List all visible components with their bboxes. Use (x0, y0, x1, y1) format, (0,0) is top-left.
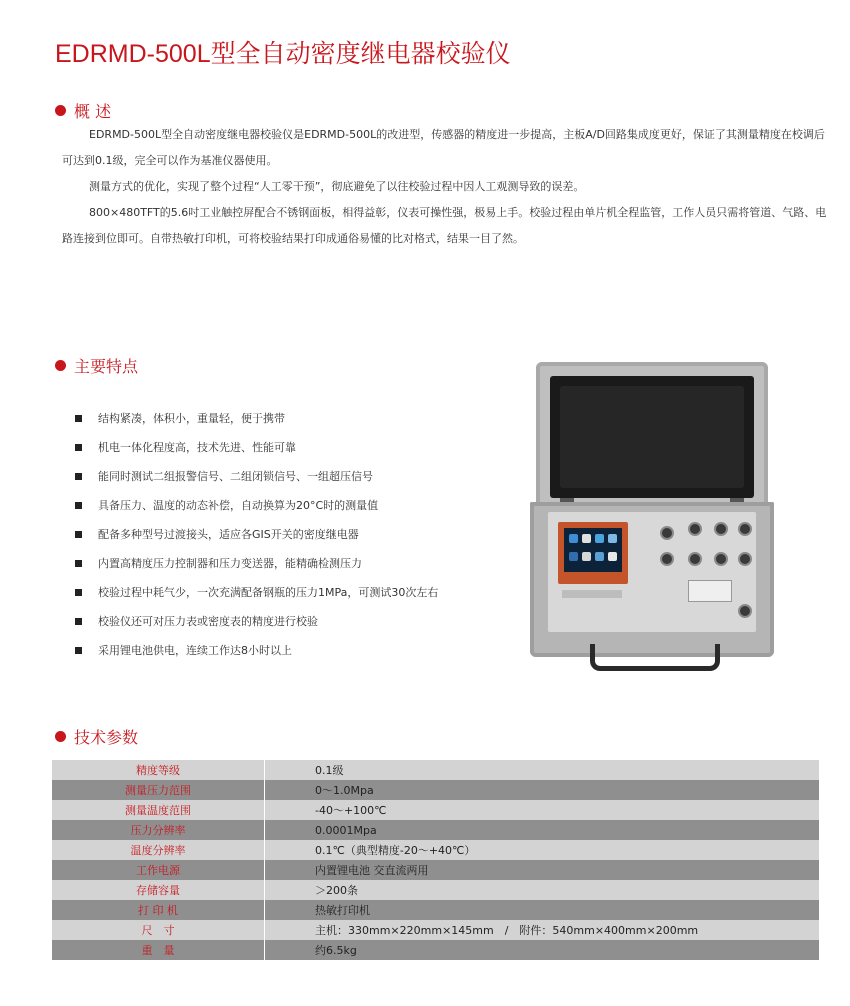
features-heading-label: 主要特点 (74, 357, 139, 376)
bullet-dot-icon (55, 105, 66, 116)
spec-key: 存储容量 (52, 880, 265, 900)
toggle-switch-icon (738, 522, 752, 536)
list-item-text: 配备多种型号过渡接头，适应各GIS开关的密度继电器 (98, 528, 359, 541)
table-row (52, 880, 819, 900)
features-heading (55, 354, 138, 377)
overview-paragraph: 测量方式的优化，实现了整个过程“人工零干预”，彻底避免了以往校验过程中因人工观测导致的误差。 (89, 180, 585, 193)
app-icon (569, 552, 578, 561)
spec-key: 打 印 机 (52, 900, 265, 920)
square-bullet-icon (75, 647, 82, 654)
overview-text (62, 122, 832, 252)
spec-key: 压力分辨率 (52, 820, 265, 840)
list-item (75, 468, 515, 497)
list-item-text: 校验仪还可对压力表或密度表的精度进行校验 (98, 615, 318, 628)
list-item (75, 584, 515, 613)
list-item (75, 497, 515, 526)
list-item (75, 410, 515, 439)
spec-key: 精度等级 (52, 760, 265, 780)
list-item (75, 526, 515, 555)
overview-heading-label: 概 述 (74, 102, 112, 121)
list-item (75, 555, 515, 584)
spec-value: 0～1.0Mpa (265, 780, 820, 800)
knob-icon (660, 526, 674, 540)
spec-value: 约6.5kg (265, 940, 820, 960)
bullet-dot-icon (55, 360, 66, 371)
features-list (75, 410, 515, 671)
printer-slot (688, 580, 732, 602)
list-item-text: 内置高精度压力控制器和压力变送器，能精确检测压力 (98, 557, 362, 570)
table-row (52, 800, 819, 820)
app-icon (582, 534, 591, 543)
app-icon (595, 534, 604, 543)
overview-paragraph: 800×480TFT的5.6吋工业触控屏配合不锈钢面板，相得益彰，仪表可操性强，极易上手。校验过程由单片机全程监管，工作人员只需将管道、气路、电路连接到位即可。自带热敏打印机，可将校验结果打印成通俗易懂的比对格式，结果一目了然。 (62, 206, 827, 245)
spec-key: 测量压力范围 (52, 780, 265, 800)
spec-key: 温度分辨率 (52, 840, 265, 860)
spec-value: 0.1℃（典型精度-20～+40℃） (265, 840, 820, 860)
app-icon (595, 552, 604, 561)
square-bullet-icon (75, 531, 82, 538)
app-icon (608, 534, 617, 543)
case-lid (536, 362, 768, 507)
connector-port-icon (688, 552, 702, 566)
case-lid-foam (550, 376, 754, 498)
table-row (52, 860, 819, 880)
page-title: EDRMD-500L型全自动密度继电器校验仪 (55, 40, 511, 68)
overview-paragraph: EDRMD-500L型全自动密度继电器校验仪是EDRMD-500L的改进型，传感器的精度进一步提高，主板A/D回路集成度更好，保证了其测量精度在校调后可达到0.1级，完全可以作为基准仪器使用。 (62, 128, 825, 167)
spec-key: 重 量 (52, 940, 265, 960)
overview-heading (55, 99, 111, 122)
connector-port-icon (660, 552, 674, 566)
toggle-switch-icon (714, 522, 728, 536)
specs-table (52, 760, 819, 960)
spec-key: 工作电源 (52, 860, 265, 880)
spec-value: 0.0001Mpa (265, 820, 820, 840)
app-icon (582, 552, 591, 561)
table-row (52, 820, 819, 840)
toggle-switch-icon (688, 522, 702, 536)
specs-heading-label: 技术参数 (74, 728, 139, 747)
square-bullet-icon (75, 444, 82, 451)
app-icon (608, 552, 617, 561)
list-item (75, 613, 515, 642)
specs-heading (55, 725, 138, 748)
case-handle-icon (590, 644, 720, 671)
list-item-text: 采用锂电池供电，连续工作达8小时以上 (98, 644, 292, 657)
control-panel (548, 512, 756, 632)
list-item-text: 具备压力、温度的动态补偿，自动换算为20°C时的测量值 (98, 499, 379, 512)
table-row (52, 760, 819, 780)
square-bullet-icon (75, 415, 82, 422)
app-icon (569, 534, 578, 543)
spec-value: ＞200条 (265, 880, 820, 900)
case-base (530, 502, 774, 657)
list-item-text: 能同时测试二组报警信号、二组闭锁信号、一组超压信号 (98, 470, 373, 483)
spec-value: 热敏打印机 (265, 900, 820, 920)
bullet-dot-icon (55, 731, 66, 742)
table-row (52, 900, 819, 920)
connector-port-icon (714, 552, 728, 566)
list-item-text: 机电一体化程度高，技术先进、性能可靠 (98, 441, 296, 454)
spec-key: 尺 寸 (52, 920, 265, 940)
touch-screen (564, 528, 622, 572)
calibrator-device-photo (530, 362, 774, 672)
square-bullet-icon (75, 502, 82, 509)
spec-value: 主机：330mm×220mm×145mm / 附件：540mm×400mm×200mm (265, 920, 820, 940)
square-bullet-icon (75, 618, 82, 625)
table-row (52, 780, 819, 800)
spec-value: -40～+100℃ (265, 800, 820, 820)
table-row (52, 920, 819, 940)
list-item (75, 439, 515, 468)
list-item-text: 结构紧凑，体积小，重量轻，便于携带 (98, 412, 285, 425)
spec-value: 内置锂电池 交直流两用 (265, 860, 820, 880)
table-row (52, 940, 819, 960)
touch-screen-frame (558, 522, 628, 584)
square-bullet-icon (75, 473, 82, 480)
connector-port-icon (738, 552, 752, 566)
square-bullet-icon (75, 560, 82, 567)
spec-key: 测量温度范围 (52, 800, 265, 820)
table-row (52, 840, 819, 860)
square-bullet-icon (75, 589, 82, 596)
specs-table-body (52, 760, 819, 960)
panel-label-strip (562, 590, 622, 598)
list-item-text: 校验过程中耗气少，一次充满配备钢瓶的压力1MPa，可测试30次左右 (98, 586, 439, 599)
list-item (75, 642, 515, 671)
gas-valve-icon (738, 604, 752, 618)
spec-value: 0.1级 (265, 760, 820, 780)
